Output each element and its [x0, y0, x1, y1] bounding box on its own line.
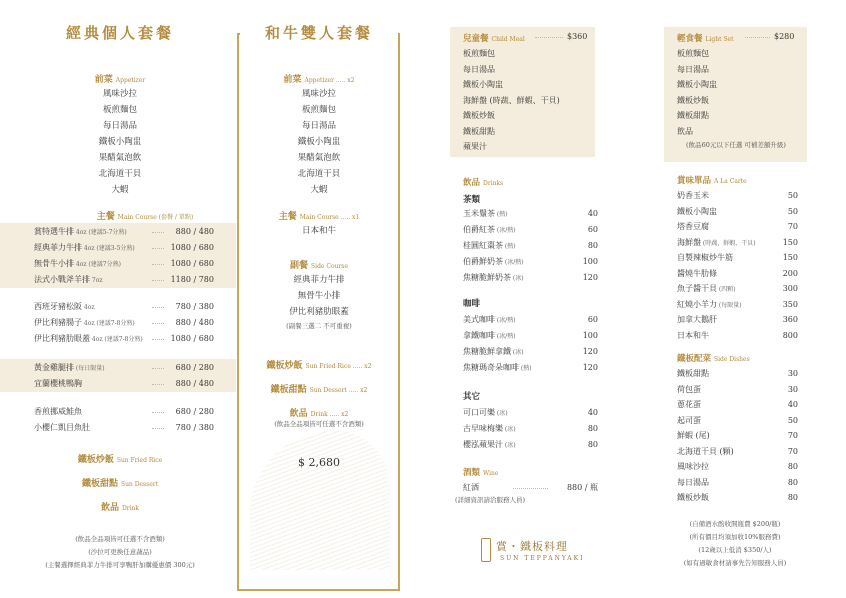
col1-main-row	[34, 300, 214, 314]
col3-kids-price: $360	[567, 32, 588, 41]
col4-light-leader	[745, 37, 770, 38]
col3-kids-heading	[463, 32, 525, 44]
col1-rice-heading-label: 鐵板炒飯	[77, 455, 114, 465]
item-name: 小櫻仁凱目魚肚	[34, 423, 90, 432]
col3-tea-row	[463, 222, 598, 237]
wine-label: 酒類	[463, 468, 481, 478]
item-price: 60	[587, 225, 598, 234]
col4-note: (自備酒水酌收開瓶費 $200/瓶)	[689, 520, 781, 528]
item-name: 伊比利豬肋眼蓋 4oz (建議7-8分熟)	[34, 334, 143, 343]
col2-side-heading-label: 副餐	[290, 261, 309, 271]
col3-logo-en: SUN TEPPANYAKI	[500, 555, 585, 562]
item-price: 80	[787, 462, 798, 471]
col4-light-item: 鐵板小陶盅	[677, 80, 717, 89]
col2-appetizer-heading-label: 前菜	[283, 75, 302, 85]
col4-alacarte-row	[677, 250, 798, 265]
item-name: 玉米鬚茶 (熱)	[463, 209, 508, 218]
item-price: 880 / 480	[175, 379, 214, 388]
col4-alacarte-row	[677, 204, 798, 219]
item-price: 70	[787, 222, 798, 231]
col4-light-note: (飲品60元以下任選 可補差額升級)	[686, 141, 786, 149]
item-name: 北海道干貝 (顆)	[677, 446, 734, 456]
col4-alacarte-row	[677, 219, 798, 234]
item-price: 80	[587, 241, 598, 250]
col3-tea-row	[463, 270, 598, 285]
col2-side-heading	[240, 258, 398, 271]
item-price: 880 / 480	[175, 227, 214, 236]
col3-logo-icon	[481, 538, 491, 562]
item-spec: 4oz (建議7-8分熟)	[82, 320, 135, 327]
col4-sides-row	[677, 428, 798, 443]
col1-appetizer-item: 板煎麵包	[102, 105, 137, 115]
item-spec: (每限量)	[717, 301, 742, 309]
col2-side-heading-en: Side Course	[311, 263, 348, 270]
col1-rice-heading-en: Sun Fried Rice	[116, 457, 163, 464]
col2-frame-bottom	[237, 589, 400, 591]
col3-kids-item: 鐵板甜點	[463, 126, 495, 136]
col4-light-heading	[677, 32, 734, 44]
item-price: 100	[582, 331, 598, 340]
col3-kids-item: 板煎麵包	[463, 49, 495, 58]
col1-main-heading-en: Main Course (套餐 / 單點)	[117, 214, 194, 221]
col3-tea-label: 茶類	[463, 195, 481, 205]
item-price: 150	[782, 253, 798, 262]
col1-appetizer-item: 果醋氣泡飲	[98, 153, 142, 163]
item-spec: (熱)	[503, 243, 516, 250]
col2-main-item: 日本和牛	[301, 226, 336, 236]
col4-alacarte-row	[677, 297, 798, 312]
col4-sides-heading	[677, 352, 750, 364]
item-price: 50	[787, 191, 798, 200]
col1-main-row	[34, 377, 214, 391]
col4-sides-row	[677, 413, 798, 428]
item-price: 800	[782, 330, 798, 340]
item-price: 80	[587, 440, 598, 449]
item-name: 起司蛋	[677, 415, 701, 425]
col1-main-row	[34, 361, 214, 375]
col1-rice-heading	[40, 452, 200, 465]
col2-side-note: (副餐三選二 不可重複)	[286, 322, 352, 330]
item-spec: (冰)	[503, 426, 516, 433]
dotted-leader	[152, 248, 164, 249]
item-name: 西班牙豬松阪 4oz	[34, 302, 95, 311]
item-spec: 4oz (建議7-8分熟)	[90, 336, 143, 343]
item-price: 150	[782, 237, 798, 247]
light-en: Light Set	[705, 36, 734, 43]
col1-dessert-heading	[40, 476, 200, 489]
item-spec: (冰)	[511, 349, 524, 356]
col3-kids-leader	[535, 37, 563, 38]
item-spec: (時蔬、鮮蝦、干貝)	[701, 239, 756, 247]
item-spec: (冰)	[511, 275, 524, 282]
alacarte-label: 賞味單品	[677, 176, 712, 186]
item-name: 伊比利豬腸子 4oz (建議7-8分熟)	[34, 318, 135, 327]
col1-main-row	[34, 332, 214, 346]
item-price: 880 / 480	[175, 318, 214, 327]
dotted-leader	[152, 412, 164, 413]
item-price: 40	[787, 400, 798, 409]
col3-other-label: 其它	[463, 392, 481, 402]
col4-alacarte-row	[677, 281, 798, 296]
dotted-leader	[152, 323, 164, 324]
dotted-leader	[152, 368, 164, 369]
col1-appetizer-item: 北海道干貝	[98, 169, 142, 179]
col3-coffee-row	[463, 344, 598, 359]
col2-side-item: 伊比利豬肋眼蓋	[289, 307, 349, 317]
dotted-leader	[152, 280, 164, 281]
col2-drink-heading-label: 飲品	[289, 409, 308, 419]
item-spec: 4oz (建議3-5分熟)	[82, 245, 135, 252]
item-spec: (冰/熱)	[503, 259, 524, 266]
item-name: 經典菲力牛排 4oz (建議3-5分熟)	[34, 243, 135, 252]
item-name: 荷包蛋	[677, 384, 701, 394]
item-name: 伯爵鮮奶茶 (冰/熱)	[463, 257, 524, 266]
sides-label: 鐵板配菜	[677, 354, 712, 364]
item-spec: (熱)	[495, 211, 508, 218]
col3-tea-row	[463, 254, 598, 269]
item-spec: (熱)	[519, 365, 532, 372]
item-name: 焦糖脆鮮奶茶 (冰)	[463, 273, 524, 282]
col4-light-price: $280	[774, 32, 795, 41]
col1-dessert-heading-en: Sun Dessert	[120, 481, 159, 488]
item-price: 1180 / 780	[170, 275, 214, 284]
dotted-leader	[513, 488, 548, 489]
item-spec: 4oz (建議5-7分熟)	[74, 229, 127, 236]
item-name: 法式小戰斧羊排 7oz	[34, 275, 103, 284]
col2-dessert-heading-en: Sun Dessert ..... x2	[309, 387, 368, 394]
col2-appetizer-heading	[240, 72, 398, 85]
col1-main-row	[34, 421, 214, 435]
col2-side-item: 無骨牛小排	[297, 291, 341, 301]
drinks-en: Drinks	[483, 180, 504, 187]
item-price: 780 / 380	[175, 423, 214, 432]
item-spec: (冰)	[503, 442, 516, 449]
col1-main-heading	[60, 209, 230, 222]
dotted-leader	[152, 264, 164, 265]
col1-main-row	[34, 405, 214, 419]
item-name: 加拿大鵝肝	[677, 315, 717, 324]
col1-note: (沙拉可更換任意蔬品)	[88, 548, 152, 556]
item-name: 每日湯品	[677, 477, 709, 487]
col4-note: (所有價目均須加收10%服務費)	[689, 533, 781, 541]
item-spec: 4oz	[82, 304, 95, 311]
col4-alacarte-row	[677, 188, 798, 203]
col4-alacarte-heading	[677, 174, 747, 186]
item-name: 焦糖脆鮮拿鐵 (冰)	[463, 347, 524, 356]
col1-appetizer-heading	[40, 72, 200, 85]
col1-main-row	[34, 241, 214, 255]
col4-light-item: 板煎麵包	[677, 49, 709, 58]
item-price: 680 / 280	[175, 363, 214, 372]
item-price: 300	[782, 284, 798, 293]
col1-drink-heading	[40, 500, 200, 513]
kids-en: Child Meal	[491, 36, 525, 43]
item-price: 1080 / 680	[170, 243, 214, 252]
item-name: 鐵板炒飯	[677, 493, 709, 502]
item-name: 焦糖瑪奇朵咖啡 (熱)	[463, 363, 532, 372]
item-spec: 7oz	[90, 277, 103, 284]
dotted-leader	[152, 307, 164, 308]
item-name: 拿鐵咖啡 (冰/熱)	[463, 331, 516, 340]
item-spec: (冰/熱)	[495, 317, 516, 324]
item-name: 海鮮盤 (時蔬、鮮蝦、干貝)	[677, 237, 756, 247]
col4-note: (12歲以上低消 $350/人)	[698, 546, 772, 554]
col1-main-row	[34, 273, 214, 287]
col4-alacarte-row	[677, 235, 798, 250]
wine-en: Wine	[483, 470, 499, 477]
alacarte-en: A La Carte	[714, 178, 747, 185]
col1-appetizer-item: 大蝦	[111, 185, 129, 195]
col4-sides-row	[677, 475, 798, 490]
item-price: 40	[587, 209, 598, 218]
light-label: 輕食餐	[677, 34, 703, 44]
col4-sides-row	[677, 490, 798, 505]
col3-kids-item: 每日湯品	[463, 64, 495, 74]
col3-kids-item: 鐵板小陶盅	[463, 80, 503, 89]
col4-sides-row	[677, 397, 798, 412]
item-price: 40	[587, 408, 598, 417]
item-name: 櫻泓蘋果汁 (冰)	[463, 440, 516, 449]
item-spec: (每日限量)	[74, 365, 105, 372]
item-spec: (冰/熱)	[495, 333, 516, 340]
col3-kids-item: 蘋果汁	[463, 142, 487, 151]
col2-drink-heading-en: Drink ..... x2	[310, 411, 349, 418]
item-name: 魚子醬干貝 (四顆)	[677, 284, 736, 293]
item-price: 80	[787, 477, 798, 487]
col3-logo-cn: 賞・鐵板料理	[496, 540, 568, 553]
col3-other-row	[463, 405, 598, 420]
item-spec: (冰/熱)	[495, 227, 516, 234]
dotted-leader	[152, 232, 164, 233]
item-name: 無骨牛小排 4oz (建議7分熟)	[34, 259, 121, 268]
item-name: 賞特選牛排 4oz (建議5-7分熟)	[34, 227, 127, 236]
col4-sides-row	[677, 459, 798, 474]
col4-alacarte-row	[677, 328, 798, 343]
item-price: 360	[782, 315, 798, 324]
col1-drink-heading-label: 飲品	[100, 503, 119, 513]
col1-appetizer-item: 鐵板小陶盅	[98, 137, 142, 147]
col1-appetizer-item: 風味沙拉	[102, 89, 137, 99]
col1-appetizer-heading-label: 前菜	[94, 75, 113, 85]
col1-dessert-heading-label: 鐵板甜點	[81, 479, 118, 489]
col3-coffee-row	[463, 312, 598, 327]
col3-other-row	[463, 421, 598, 436]
col1-appetizer-item: 每日湯品	[102, 121, 137, 131]
item-name: 蔥花蛋	[677, 400, 701, 409]
col2-dessert-heading	[240, 382, 398, 395]
col2-appetizer-item: 大蝦	[310, 185, 328, 195]
col4-sides-row	[677, 444, 798, 459]
item-name: 紅燒小羊力 (每限量)	[677, 299, 742, 309]
col2-appetizer-item: 北海道干貝	[297, 169, 341, 179]
item-price: 30	[787, 369, 798, 378]
item-price: 680 / 280	[175, 407, 214, 416]
col3-coffee-row	[463, 328, 598, 343]
dotted-leader	[152, 384, 164, 385]
col1-main-row	[34, 316, 214, 330]
col3-kids-item: 海鮮盤 (時蔬、鮮蝦、干貝)	[463, 95, 560, 105]
item-spec: 4oz (建議7分熟)	[74, 261, 121, 268]
item-name: 香煎挪威鮭魚	[34, 407, 82, 416]
item-name: 鮮蝦 (尾)	[677, 431, 710, 440]
col4-light-item: 飲品	[677, 126, 693, 136]
col3-wine-heading	[463, 466, 498, 478]
col2-rice-heading-label: 鐵板炒飯	[266, 361, 303, 371]
col4-sides-row	[677, 382, 798, 397]
col2-main-heading-label: 主餐	[278, 212, 297, 222]
item-price: 60	[587, 315, 598, 324]
item-name: 可口可樂 (冰)	[463, 408, 508, 417]
item-name: 醬燒牛肋條	[677, 268, 717, 278]
col2-appetizer-item: 鐵板小陶盅	[297, 137, 341, 147]
drinks-label: 飲品	[463, 178, 481, 188]
item-price: 30	[787, 384, 798, 394]
col4-light-item: 鐵板甜點	[677, 111, 709, 120]
col1-drink-heading-en: Drink	[121, 505, 140, 512]
dotted-leader	[152, 428, 164, 429]
item-name: 奶香玉米	[677, 191, 709, 200]
kids-label: 兒童餐	[463, 34, 489, 44]
item-name: 伯爵紅茶 (冰/熱)	[463, 225, 516, 234]
item-name: 鐵板小陶盅	[677, 206, 717, 216]
item-price: 780 / 380	[175, 302, 214, 311]
col2-appetizer-item: 每日湯品	[301, 121, 336, 131]
item-price: 1080 / 680	[170, 259, 214, 268]
col1-note: (主餐選擇經典菲力牛排可享鴨肝加購優惠價 300元)	[45, 561, 195, 569]
item-name: 桂圓紅棗茶 (熱)	[463, 241, 516, 250]
col3-tea-row	[463, 206, 598, 221]
col1-main-row	[34, 225, 214, 239]
col1-title: 經典個人套餐	[65, 24, 174, 42]
item-price: 120	[582, 363, 598, 372]
item-name: 日本和牛	[677, 330, 709, 340]
col2-appetizer-heading-en: Appetizer ..... x2	[304, 77, 355, 84]
col1-main-heading-label: 主餐	[96, 212, 115, 222]
col4-alacarte-row	[677, 312, 798, 327]
col2-main-heading-en: Main Course ..... x1	[299, 214, 360, 221]
item-price: 350	[782, 299, 798, 309]
item-name: 美式咖啡 (冰/熱)	[463, 315, 516, 324]
col3-coffee-row	[463, 360, 598, 375]
col1-main-row	[34, 257, 214, 271]
item-price: 80	[787, 493, 798, 502]
col3-kids-item: 鐵板炒飯	[463, 111, 495, 120]
item-price: 70	[787, 446, 798, 456]
item-name: 風味沙拉	[677, 462, 709, 471]
col4-light-item: 每日湯品	[677, 64, 709, 74]
col3-wine-row	[463, 480, 598, 495]
col2-price: $ 2,680	[298, 456, 340, 469]
item-price: 120	[582, 273, 598, 282]
col2-appetizer-item: 板煎麵包	[301, 105, 336, 115]
item-name: 紅酒	[463, 483, 479, 492]
col2-rice-heading	[240, 358, 398, 371]
col2-appetizer-item: 果醋氣泡飲	[297, 153, 341, 163]
item-price: 80	[587, 424, 598, 433]
item-price: 50	[787, 206, 798, 216]
col3-wine-note: (詳細資訊請洽服務人員)	[455, 496, 526, 504]
item-name: 塔香豆腐	[677, 222, 709, 231]
item-price: 50	[787, 415, 798, 425]
col4-alacarte-row	[677, 266, 798, 281]
item-price: 200	[782, 268, 798, 278]
item-price: 1080 / 680	[170, 334, 214, 343]
col3-other-row	[463, 437, 598, 452]
col2-main-heading	[240, 209, 398, 222]
col3-drinks-heading	[463, 176, 503, 188]
item-price: 880 / 瓶	[566, 483, 598, 492]
sides-en: Side Dishes	[714, 356, 750, 363]
col4-sides-row	[677, 366, 798, 381]
item-price: 100	[582, 257, 598, 266]
col2-appetizer-item: 風味沙拉	[301, 89, 336, 99]
col2-side-item: 經典菲力牛排	[293, 275, 345, 285]
item-name: 鐵板甜點	[677, 369, 709, 378]
col1-appetizer-heading-en: Appetizer	[115, 77, 146, 84]
item-name: 黃金雞腿排 (每日限量)	[34, 363, 105, 372]
col2-title: 和牛雙人套餐	[240, 22, 398, 43]
col2-dessert-heading-label: 鐵板甜點	[270, 385, 307, 395]
item-price: 70	[787, 431, 798, 440]
col3-coffee-label: 咖啡	[463, 299, 481, 309]
col1-note: (飲品全品項皆可任選不含酒類)	[75, 535, 165, 543]
item-name: 古早味梅樂 (冰)	[463, 424, 516, 433]
col2-rice-heading-en: Sun Fried Rice ..... x2	[305, 363, 372, 370]
dotted-leader	[152, 339, 164, 340]
item-name: 宜蘭櫻桃鴨胸	[34, 379, 82, 388]
col2-drink-note: (飲品全品項皆可任選不含酒類)	[274, 420, 364, 428]
item-spec: (四顆)	[717, 286, 736, 293]
item-price: 120	[582, 347, 598, 356]
item-name: 自製辣椒炒牛筋	[677, 253, 733, 262]
col3-tea-row	[463, 238, 598, 253]
item-spec: (冰)	[495, 410, 508, 417]
col4-light-item: 鐵板炒飯	[677, 95, 709, 105]
col4-note: (如有過敏食材請事先告知服務人員)	[683, 559, 787, 567]
